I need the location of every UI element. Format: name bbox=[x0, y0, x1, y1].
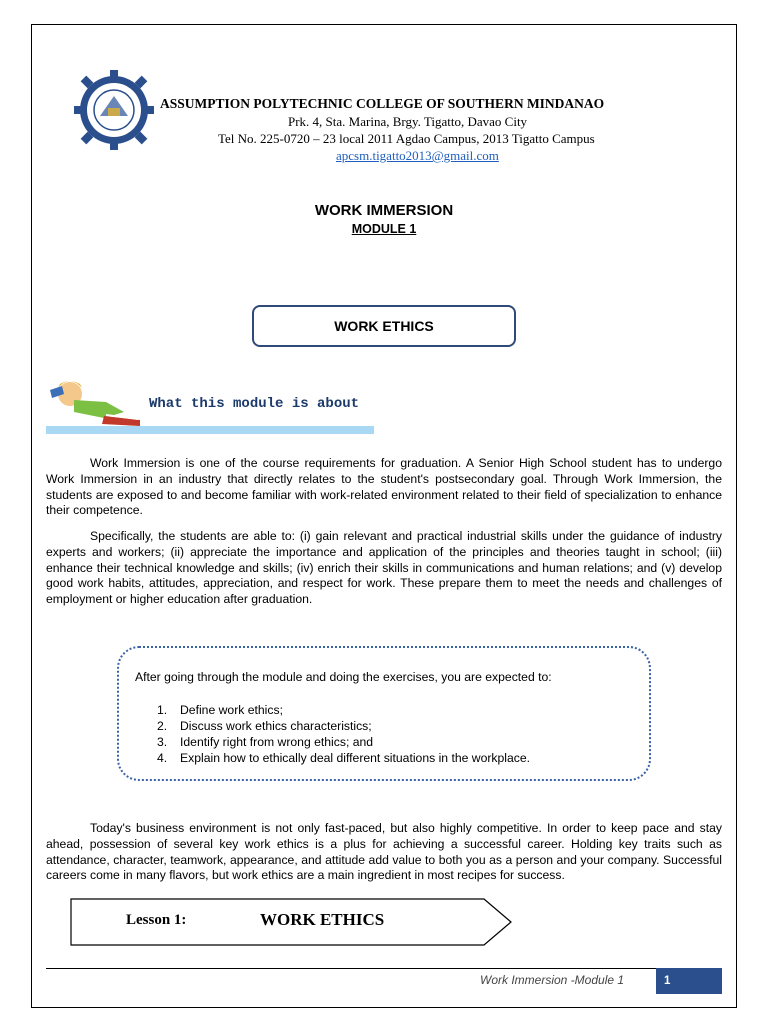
page-number-label: 1 bbox=[664, 975, 671, 987]
topic-box bbox=[252, 305, 516, 347]
list-item-number: 1. bbox=[157, 703, 168, 717]
lesson-banner bbox=[70, 898, 512, 946]
list-item-text: Identify right from wrong ethics; and bbox=[180, 735, 374, 749]
list-item bbox=[135, 750, 530, 766]
module-label: MODULE 1 bbox=[351, 222, 417, 236]
list-item-number: 2. bbox=[157, 719, 168, 733]
objectives-list bbox=[135, 702, 530, 766]
list-item-text: Discuss work ethics characteristics; bbox=[180, 719, 372, 733]
college-telephone: Tel No. 225-0720 – 23 local 2011 Agdao Campus, 2013 Tigatto Campus bbox=[218, 131, 595, 146]
list-item bbox=[135, 702, 530, 718]
lesson-title: WORK ETHICS bbox=[260, 910, 385, 929]
document-title: WORK IMMERSION bbox=[314, 202, 454, 219]
footer-module-name: Work Immersion -Module 1 bbox=[480, 973, 625, 987]
objectives-intro: After going through the module and doing the exercises, you are expected to: bbox=[135, 670, 552, 684]
list-item bbox=[135, 734, 530, 750]
college-name: ASSUMPTION POLYTECHNIC COLLEGE OF SOUTHERN MINDANAO bbox=[160, 96, 605, 111]
intro-paragraph: Work Immersion is one of the course requirements for graduation. A Senior High School student has to undergo Work Immersion in an industry that directly relates to the student's postsecondary goal. Through Work Immersion, the students are exposed to and become familiar with work-related environment related to their field of specialization to enhance their competence. bbox=[46, 456, 722, 518]
lesson-number: Lesson 1: bbox=[126, 912, 187, 928]
list-item bbox=[135, 718, 530, 734]
list-item-text: Explain how to ethically deal different situations in the workplace. bbox=[180, 751, 531, 765]
section-heading: What this module is about bbox=[149, 396, 360, 412]
section-decor-bar bbox=[46, 426, 374, 434]
reading-child-illustration-icon bbox=[44, 372, 144, 434]
business-environment-paragraph: Today's business environment is not only fast-paced, but also highly competitive. In order to keep pace and stay ahead, possession of several key work ethics is a plus for achieving a successful career. Holding key traits such as attendance, character, teamwork, appearance, and attitude add value to both you as a person and your company. Successful careers come in many flavors, but work ethics are a main ingredient in most recipes for success. bbox=[46, 821, 722, 883]
college-address: Prk. 4, Sta. Marina, Brgy. Tigatto, Davao City bbox=[288, 114, 528, 129]
list-item-number: 4. bbox=[157, 751, 168, 765]
topic-box-label: WORK ETHICS bbox=[334, 318, 434, 334]
college-logo bbox=[70, 66, 158, 154]
footer-divider bbox=[46, 968, 656, 969]
college-email-link[interactable]: apcsm.tigatto2013@gmail.com bbox=[336, 148, 499, 163]
objectives-paragraph: Specifically, the students are able to: (i) gain relevant and practical industrial skills under the guidance of industry experts and workers; (ii) appreciate the importance and application of the principles and theories taught in school; (iii) enhance their technical knowledge and skills; (iv) enrich their skills in communications and human relations; and (v) develop good work habits, attitudes, appreciation, and respect for work. These prepare them to meet the needs and challenges of employment or higher education after graduation. bbox=[46, 529, 722, 607]
page-number bbox=[656, 968, 722, 994]
list-item-number: 3. bbox=[157, 735, 168, 749]
list-item-text: Define work ethics; bbox=[180, 703, 283, 717]
